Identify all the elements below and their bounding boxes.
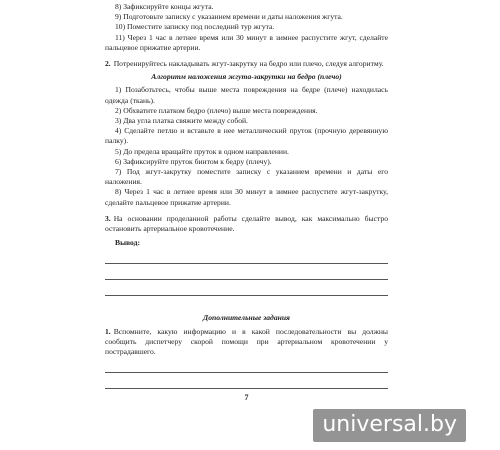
answer-line[interactable] (105, 280, 388, 296)
task-text: Потренируйтесь накладывать жгут-закрутку на бедро или плечо, следуя алгоритму. (113, 59, 384, 69)
algorithm-step: 5) До предела вращайте пруток в одном направлении. (115, 146, 289, 156)
algorithm-step: 7) Под жгут-закрутку поместите записку с указанием времени и даты его наложения. (105, 167, 388, 187)
step-item: 8) Зафиксируйте концы жгута. (115, 2, 214, 11)
answer-line[interactable] (105, 357, 388, 373)
page-content (105, 2, 388, 403)
algorithm-step: 8) Через 1 час в летнее время или 30 минут в зимнее распустите жгут-закрутку, сделайте пальцевое прижатие артерии. (105, 187, 388, 207)
answer-line[interactable] (105, 248, 388, 264)
answer-line[interactable] (105, 373, 388, 389)
step-item: 10) Поместите записку под последний тур жгута. (115, 22, 275, 32)
task-number: 2. (105, 59, 111, 69)
task-number: 3. (105, 213, 111, 223)
page-number: 7 (244, 393, 249, 403)
task-text: На основании проделанной работы сделайте вывод, как максимально быстро остановить артериальное кровотечение. (105, 213, 388, 234)
extra-task-1 (105, 327, 388, 358)
step-item: 9) Подготовьте записку с указанием времени и даты наложения жгута. (115, 12, 343, 22)
algorithm-step: 4) Сделайте петлю и вставьте в нее металлический пруток (прочную деревянную палку). (105, 126, 388, 146)
answer-line[interactable] (105, 264, 388, 280)
algorithm-step: 6) Зафиксируйте пруток бинтом к бедру (плечу). (115, 156, 272, 166)
algorithm-heading: Алгоритм наложения жгута-закрутки на бедро (плечо) (151, 72, 342, 82)
conclusion-label: Вывод: (115, 238, 140, 248)
task-text: Вспомните, какую информацию и в какой последовательности вы должны сообщить диспетчеру скорой помощи при артериальном кровотечении у пострадавшего. (105, 326, 388, 357)
algorithm-step: 1) Позаботьтесь, чтобы выше места повреждения на бедре (плече) находилась одежда (ткань). (105, 85, 388, 105)
watermark: universal.by (313, 409, 466, 442)
algorithm-step: 3) Два угла платка свяжите между собой. (115, 116, 248, 126)
task-3 (105, 214, 388, 234)
algorithm-step: 2) Обхватите платком бедро (плечо) выше места повреждения. (115, 105, 318, 115)
task-2 (105, 59, 388, 69)
step-item: 11) Через 1 час в летнее время или 30 минут в зимнее распустите жгут, сделайте пальцевое прижатие артерии. (105, 32, 388, 52)
task-number: 1. (105, 326, 111, 336)
extra-tasks-heading: Дополнительные задания (203, 313, 290, 323)
